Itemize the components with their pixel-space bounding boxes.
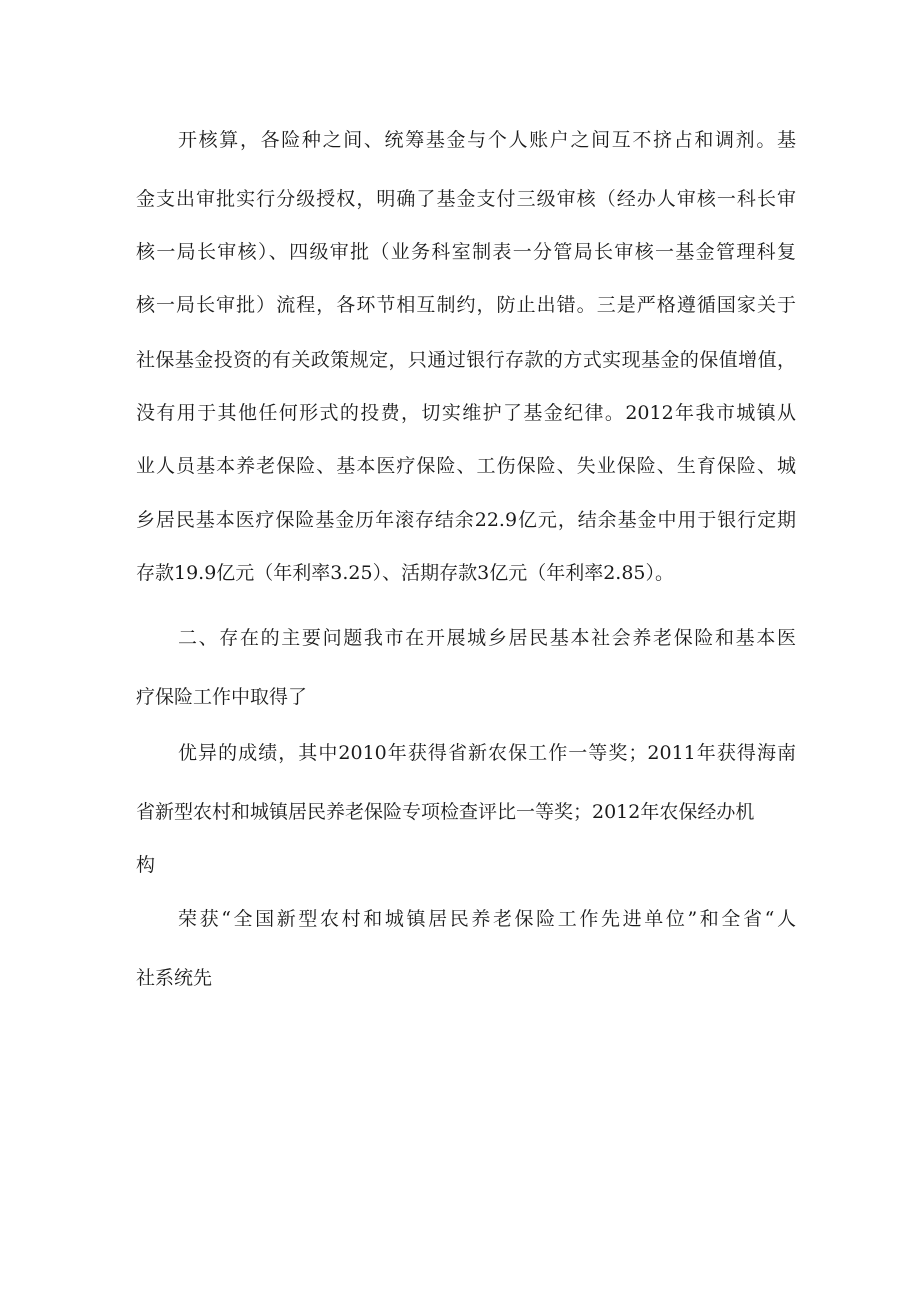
paragraph-line: 存款19.9亿元（年利率3.25）、活期存款3亿元（年利率2.85）。	[136, 562, 675, 584]
paragraph-line: 核一局长审核）、四级审批（业务科室制表一分管局长审核一基金管理科复	[136, 241, 796, 263]
paragraph-line: 乡居民基本医疗保险基金历年滚存结余22.9亿元，结余基金中用于银行定期	[136, 509, 796, 531]
paragraph-line: 核一局长审批）流程，各环节相互制约，防止出错。三是严格遵循国家关于	[136, 294, 796, 316]
paragraph-line: 金支出审批实行分级授权，明确了基金支付三级审核（经办人审核一科长审	[136, 188, 796, 210]
paragraph-line: 社系统先	[136, 967, 213, 989]
paragraph-line: 荣获“全国新型农村和城镇居民养老保险工作先进单位”和全省“人	[178, 908, 796, 930]
paragraph-line: 疗保险工作中取得了	[136, 686, 308, 708]
paragraph-line: 二、存在的主要问题我市在开展城乡居民基本社会养老保险和基本医	[178, 627, 796, 649]
paragraph-line: 省新型农村和城镇居民养老保险专项检查评比一等奖；2012年农保经办机	[136, 801, 755, 823]
paragraph-line: 业人员基本养老保险、基本医疗保险、工伤保险、失业保险、生育保险、城	[136, 455, 796, 477]
paragraph-line: 构	[136, 854, 156, 876]
paragraph-line: 社保基金投资的有关政策规定，只通过银行存款的方式实现基金的保值增值，	[136, 349, 796, 371]
paragraph-line: 开核算，各险种之间、统筹基金与个人账户之间互不挤占和调剂。基	[178, 129, 796, 151]
paragraph-line: 优异的成绩，其中2010年获得省新农保工作一等奖；2011年获得海南	[178, 742, 796, 764]
paragraph-line: 没有用于其他任何形式的投费，切实维护了基金纪律。2012年我市城镇从	[136, 402, 796, 424]
